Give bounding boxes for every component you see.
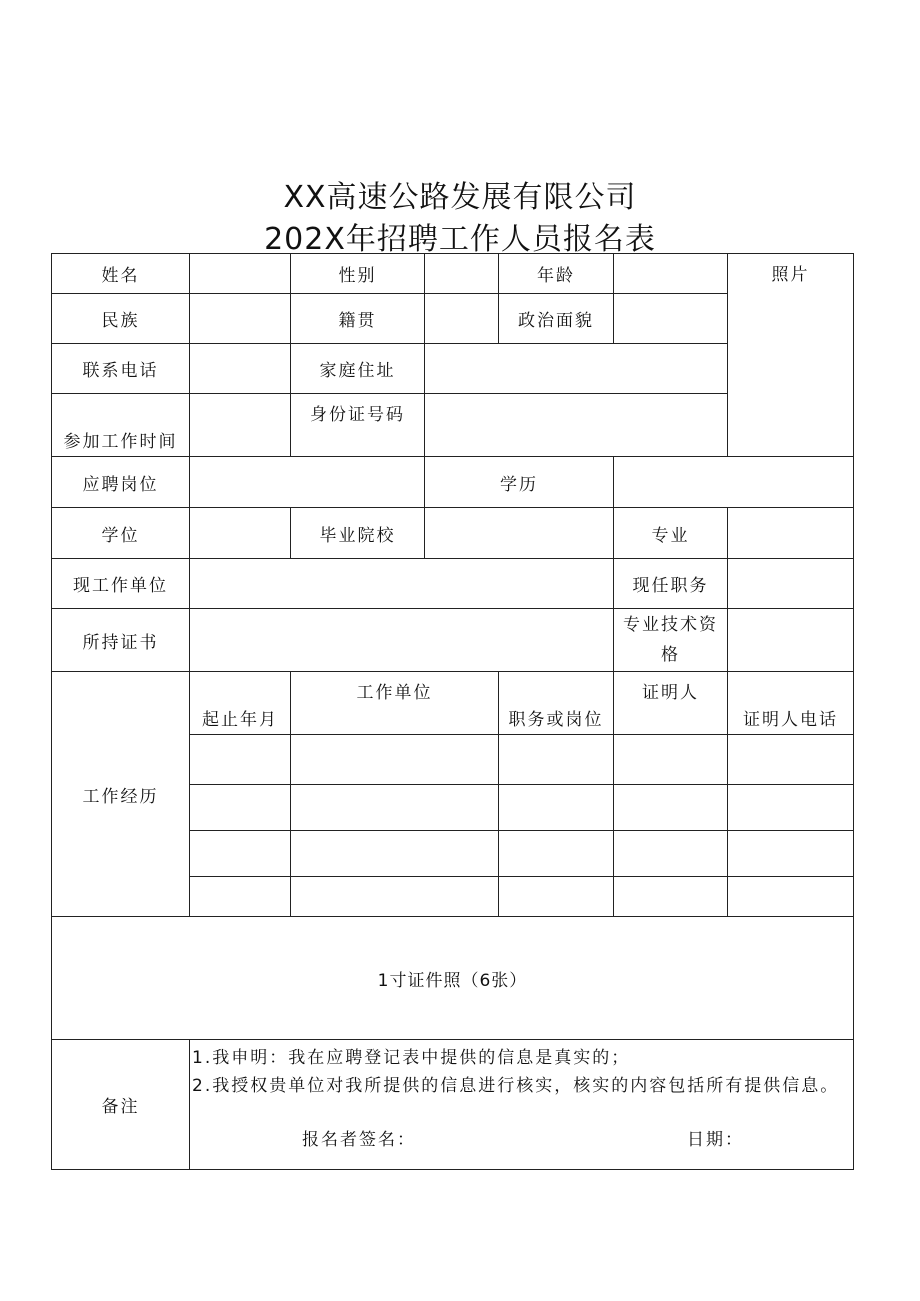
- work-history-cell[interactable]: [291, 877, 499, 917]
- current-post-label: 现任职务: [614, 559, 728, 609]
- work-history-col-referee-phone: 证明人电话: [728, 672, 854, 735]
- native-place-field[interactable]: [425, 294, 499, 344]
- form-title-line1: XX高速公路发展有限公司: [283, 180, 637, 215]
- work-history-cell[interactable]: [499, 831, 614, 877]
- work-history-col-period: 起止年月: [190, 672, 291, 735]
- major-field[interactable]: [728, 508, 854, 559]
- date-label[interactable]: 日期：: [687, 1130, 744, 1150]
- current-employer-field[interactable]: [190, 559, 614, 609]
- work-history-cell[interactable]: [728, 785, 854, 831]
- work-history-cell[interactable]: [614, 785, 728, 831]
- work-history-col-employer: 工作单位: [291, 672, 499, 735]
- photo-box[interactable]: [728, 254, 854, 457]
- work-history-cell[interactable]: [614, 735, 728, 785]
- degree-field[interactable]: [190, 508, 291, 559]
- position-label: 应聘岗位: [52, 457, 190, 508]
- education-label: 学历: [425, 457, 614, 508]
- school-label: 毕业院校: [291, 508, 425, 559]
- registration-form-table: [51, 253, 854, 1170]
- form-title-line2: 202X年招聘工作人员报名表: [264, 222, 656, 257]
- work-history-cell[interactable]: [499, 785, 614, 831]
- name-label: 姓名: [52, 254, 190, 294]
- address-label: 家庭住址: [291, 344, 425, 394]
- work-start-label: 参加工作时间: [52, 394, 190, 457]
- political-status-label: 政治面貌: [499, 294, 614, 344]
- phone-label: 联系电话: [52, 344, 190, 394]
- remarks-content: [190, 1040, 854, 1170]
- name-field[interactable]: [190, 254, 291, 294]
- degree-label: 学位: [52, 508, 190, 559]
- work-history-cell[interactable]: [190, 735, 291, 785]
- education-field[interactable]: [614, 457, 854, 508]
- work-history-col-post: 职务或岗位: [499, 672, 614, 735]
- remarks-declaration-line1: 1.我申明：我在应聘登记表中提供的信息是真实的；: [192, 1048, 631, 1068]
- work-history-cell[interactable]: [499, 877, 614, 917]
- photo-label: 照片: [771, 265, 810, 285]
- work-history-cell[interactable]: [190, 831, 291, 877]
- work-start-field[interactable]: [190, 394, 291, 457]
- ethnicity-field[interactable]: [190, 294, 291, 344]
- phone-field[interactable]: [190, 344, 291, 394]
- work-history-cell[interactable]: [728, 877, 854, 917]
- id-number-label: 身份证号码: [291, 394, 425, 457]
- work-history-cell[interactable]: [291, 831, 499, 877]
- school-field[interactable]: [425, 508, 614, 559]
- work-history-cell[interactable]: [499, 735, 614, 785]
- work-history-cell[interactable]: [190, 877, 291, 917]
- work-history-cell[interactable]: [614, 877, 728, 917]
- native-place-label: 籍贯: [291, 294, 425, 344]
- signature-line: [192, 1120, 851, 1160]
- major-label: 专业: [614, 508, 728, 559]
- current-post-field[interactable]: [728, 559, 854, 609]
- photo-requirement-note: 1寸证件照（6张）: [52, 917, 854, 1040]
- work-history-cell[interactable]: [614, 831, 728, 877]
- work-history-cell[interactable]: [291, 785, 499, 831]
- signature-label[interactable]: 报名者签名：: [302, 1130, 416, 1150]
- age-field[interactable]: [614, 254, 728, 294]
- age-label: 年龄: [499, 254, 614, 294]
- work-history-label: 工作经历: [52, 672, 190, 917]
- gender-label: 性别: [291, 254, 425, 294]
- remarks-label: 备注: [52, 1040, 190, 1170]
- gender-field[interactable]: [425, 254, 499, 294]
- work-history-cell[interactable]: [190, 785, 291, 831]
- certificates-field[interactable]: [190, 609, 614, 672]
- work-history-col-referee: 证明人: [614, 672, 728, 735]
- tech-qualification-field[interactable]: [728, 609, 854, 672]
- tech-qualification-label-line1: 专业技术资: [623, 615, 718, 635]
- certificates-label: 所持证书: [52, 609, 190, 672]
- work-history-cell[interactable]: [728, 831, 854, 877]
- work-history-cell[interactable]: [728, 735, 854, 785]
- ethnicity-label: 民族: [52, 294, 190, 344]
- work-history-cell[interactable]: [291, 735, 499, 785]
- id-number-field[interactable]: [425, 394, 728, 457]
- address-field[interactable]: [425, 344, 728, 394]
- political-status-field[interactable]: [614, 294, 728, 344]
- remarks-declaration-line2: 2.我授权贵单位对我所提供的信息进行核实，核实的内容包括所有提供信息。: [192, 1076, 840, 1096]
- position-field[interactable]: [190, 457, 425, 508]
- tech-qualification-label-line2: 格: [661, 645, 680, 665]
- tech-qualification-label: [614, 609, 728, 672]
- current-employer-label: 现工作单位: [52, 559, 190, 609]
